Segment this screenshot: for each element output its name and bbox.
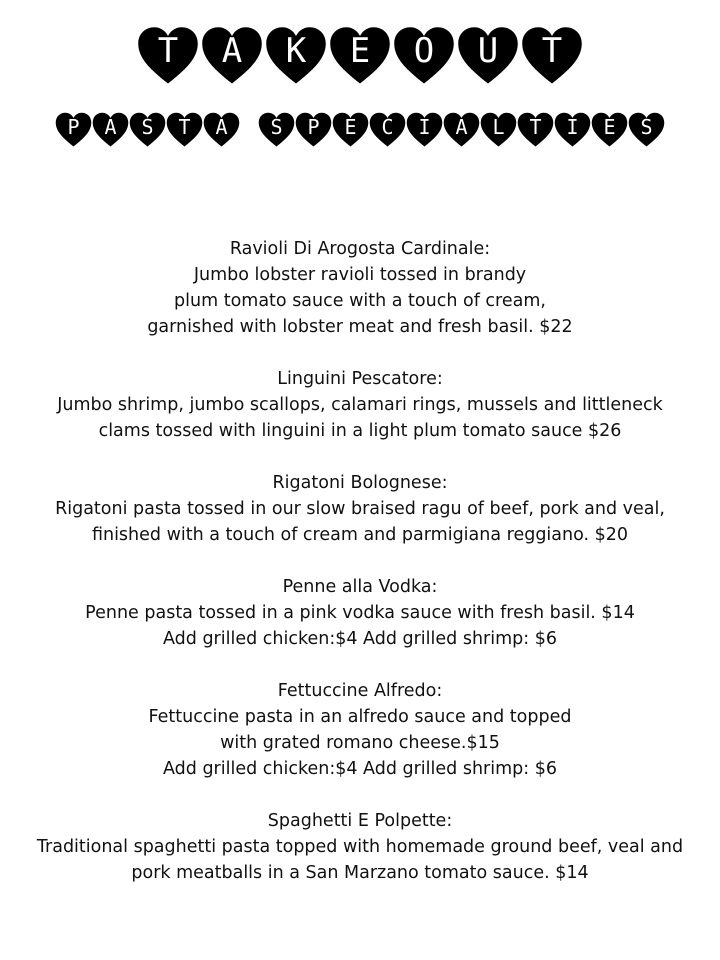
menu-item [0,808,720,886]
menu-item-description: plum tomato sauce with a touch of cream, [174,291,546,311]
heart-letter-glyph: A [215,115,228,139]
heart-letter-glyph: S [640,115,653,139]
heart-letter [203,112,240,148]
heart-letter [393,26,455,86]
heart-letter-glyph: U [477,31,499,71]
heart-letter [295,112,332,148]
heart-letter [480,112,517,148]
heart-letter [329,26,391,86]
heart-letter [332,112,369,148]
heart-letter-glyph: T [541,31,563,71]
menu-item-description: Jumbo lobster ravioli tossed in brandy [193,265,527,285]
heart-letter [55,112,92,148]
heart-letter-glyph: P [67,115,80,139]
menu-item-name: Rigatoni Bolognese: [272,473,448,493]
heart-letter [406,112,443,148]
heart-letter [265,26,327,86]
heart-letter [129,112,166,148]
heart-letter [92,112,129,148]
heart-letter-glyph: P [307,115,320,139]
menu-item-description: finished with a touch of cream and parmigiana reggiano. $20 [91,525,629,545]
heart-letter-glyph: S [270,115,283,139]
menu-item [0,678,720,782]
menu-item [0,470,720,548]
heart-letter-glyph: I [566,115,579,139]
menu-item-description: Rigatoni pasta tossed in our slow braised ragu of beef, pork and veal, [55,499,665,519]
menu-item [0,236,720,340]
menu-item-addons: Add grilled chicken:$4 Add grilled shrimp: $6 [163,759,557,779]
heart-letter [457,26,519,86]
heart-letter-glyph: E [603,115,616,139]
heart-letter [137,26,199,86]
heart-letter-glyph: K [285,31,307,71]
menu-item-description: clams tossed with linguini in a light plum tomato sauce $26 [98,421,622,441]
menu-item-addons: Add grilled chicken:$4 Add grilled shrimp: $6 [163,629,557,649]
menu-item-description: Penne pasta tossed in a pink vodka sauce with fresh basil. $14 [85,603,635,623]
menu-item-description: Fettuccine pasta in an alfredo sauce and topped [148,707,572,727]
menu-item [0,574,720,652]
heart-letter-glyph: A [104,115,117,139]
heart-letter-glyph: E [349,31,371,71]
menu-item-description: pork meatballs in a San Marzano tomato sauce. $14 [131,863,589,883]
menu-item-name: Fettuccine Alfredo: [277,681,443,701]
heart-letter-glyph: I [418,115,431,139]
heart-letter [258,112,295,148]
menu-item-name: Penne alla Vodka: [282,577,438,597]
heart-letter [517,112,554,148]
heart-letter [628,112,665,148]
menu-item-description: garnished with lobster meat and fresh basil. $22 [147,317,573,337]
heart-letter [201,26,263,86]
menu-item [0,366,720,444]
menu-item-description: with grated romano cheese.$15 [220,733,500,753]
menu-item-name: Ravioli Di Arogosta Cardinale: [229,239,491,259]
menu-item-name: Spaghetti E Polpette: [267,811,453,831]
heart-letter-glyph: A [455,115,468,139]
heart-letter-glyph: C [381,115,394,139]
menu-subtitle [0,112,720,148]
heart-letter-glyph: O [413,31,435,71]
heart-letter-glyph: T [178,115,191,139]
heart-letter-glyph: T [529,115,542,139]
heart-letter-glyph: E [344,115,357,139]
heart-letter [443,112,480,148]
heart-letter-glyph: L [492,115,505,139]
menu-item-description: Traditional spaghetti pasta topped with homemade ground beef, veal and [36,837,684,857]
menu-item-name: Linguini Pescatore: [277,369,443,389]
heart-letter [591,112,628,148]
menu-title [0,26,720,86]
heart-letter-glyph: T [157,31,179,71]
menu-list [0,236,720,912]
heart-letter-glyph: A [221,31,243,71]
heart-letter [554,112,591,148]
heart-letter [521,26,583,86]
heart-letter [369,112,406,148]
word-gap [240,112,258,148]
heart-letter [166,112,203,148]
menu-item-description: Jumbo shrimp, jumbo scallops, calamari rings, mussels and littleneck [57,395,663,415]
heart-letter-glyph: S [141,115,154,139]
